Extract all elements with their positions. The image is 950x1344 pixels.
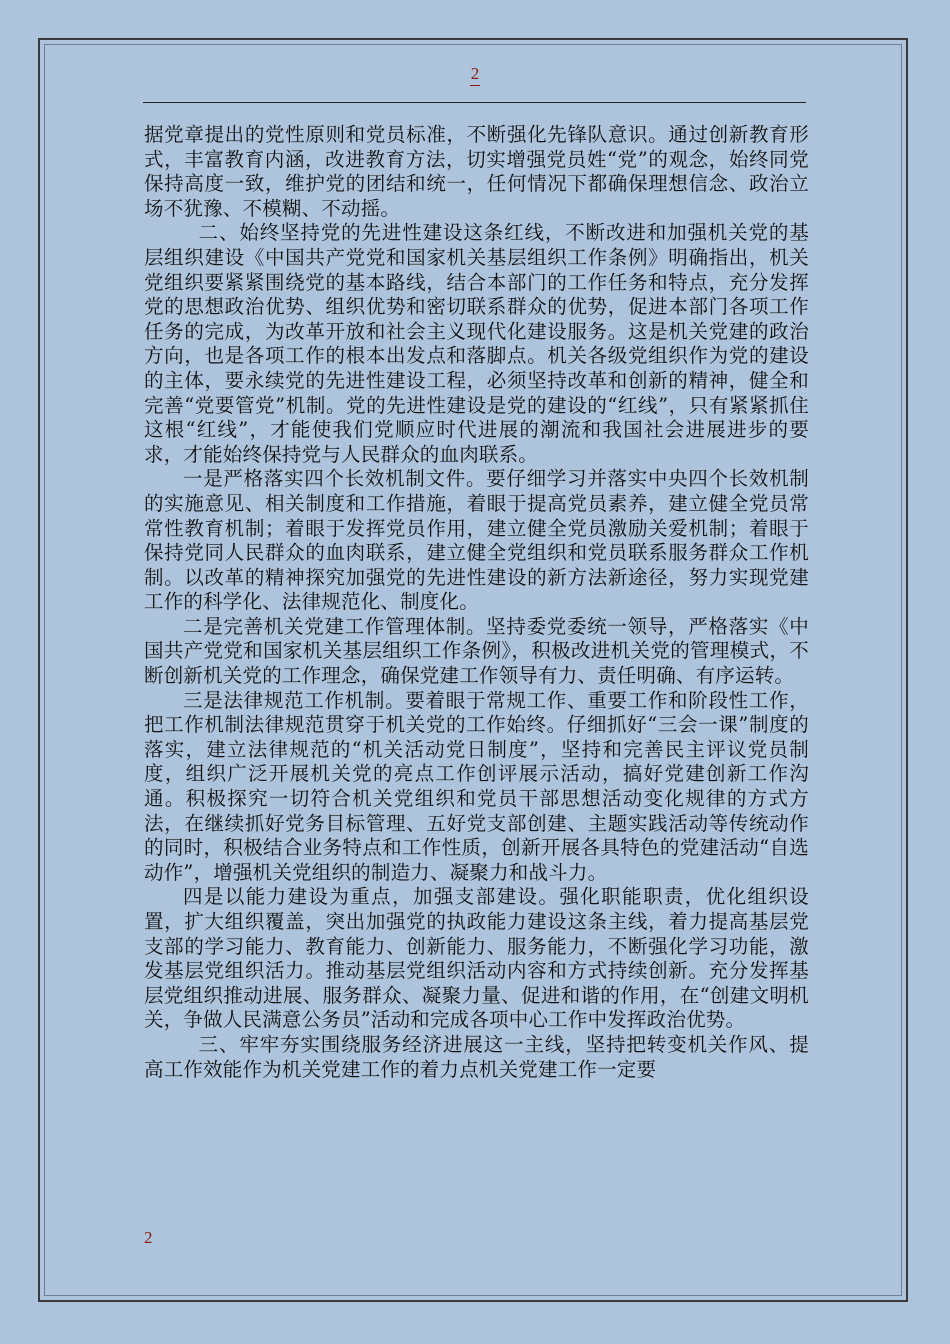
header-page-number-text: 2 xyxy=(470,64,481,86)
paragraph-2-section-two: 二、始终坚持党的先进性建设这条红线，不断改进和加强机关党的基层组织建设《中国共产党党和国家机关基层组织工作条例》明确指出，机关党组织要紧紧围绕党的基本路线，结合本部门的工作任务和特点，充分发挥党的思想政治优势、组织优势和密切联系群众的优势，促进本部门各项工作任务的完成，为改革开放和社会主义现代化建设服务。这是机关党建的政治方向，也是各项工作的根本出发点和落脚点。机关各级党组织作为党的建设的主体，要永续党的先进性建设工程，必须坚持改革和创新的精神，健全和完善“党要管党”机制。党的先进性建设是党的建设的“红线”，只有紧紧抓住这根“红线”，才能使我们党顺应时代进展的潮流和我国社会进展进步的要求，才能始终保持党与人民群众的血肉联系。 xyxy=(144,221,809,466)
paragraph-3-item-one: 一是严格落实四个长效机制文件。要仔细学习并落实中央四个长效机制的实施意见、相关制度和工作措施，着眼于提高党员素养，建立健全党员常常性教育机制；着眼于发挥党员作用，建立健全党员激励关爱机制；着眼于保持党同人民群众的血肉联系，建立健全党组织和党员联系服务群众工作机制。以改革的精神探究加强党的先进性建设的新方法新途径，努力实现党建工作的科学化、法律规范化、制度化。 xyxy=(144,467,809,614)
document-body xyxy=(144,123,809,1082)
paragraph-7-section-three: 三、牢牢夯实围绕服务经济进展这一主线，坚持把转变机关作风、提高工作效能作为机关党建工作的着力点机关党建工作一定要 xyxy=(144,1032,809,1081)
header-page-number xyxy=(0,64,950,86)
paragraph-6-item-four: 四是以能力建设为重点，加强支部建设。强化职能职责，优化组织设置，扩大组织覆盖，突出加强党的执政能力建设这条主线，着力提高基层党支部的学习能力、教育能力、创新能力、服务能力，不断强化学习功能，激发基层党组织活力。推动基层党组织活动内容和方式持续创新。充分发挥基层党组织推动进展、服务群众、凝聚力量、促进和谐的作用，在“创建文明机关，争做人民满意公务员”活动和完成各项中心工作中发挥政治优势。 xyxy=(144,885,809,1032)
paragraph-4-item-two: 二是完善机关党建工作管理体制。坚持委党委统一领导，严格落实《中国共产党党和国家机关基层组织工作条例》，积极改进机关党的管理模式，不断创新机关党的工作理念，确保党建工作领导有力、责任明确、有序运转。 xyxy=(144,614,809,688)
paragraph-1: 据党章提出的党性原则和党员标准，不断强化先锋队意识。通过创新教育形式，丰富教育内涵，改进教育方法，切实增强党员姓“党”的观念，始终同党保持高度一致，维护党的团结和统一，任何情况下都确保理想信念、政治立场不犹豫、不模糊、不动摇。 xyxy=(144,123,809,220)
paragraph-5-item-three: 三是法律规范工作机制。要着眼于常规工作、重要工作和阶段性工作，把工作机制法律规范贯穿于机关党的工作始终。仔细抓好“三会一课”制度的落实，建立法律规范的“机关活动党日制度”，坚持和完善民主评议党员制度，组织广泛开展机关党的亮点工作创评展示活动，搞好党建创新工作沟通。积极探究一切符合机关党组织和党员干部思想活动变化规律的方式方法，在继续抓好党务目标管理、五好党支部创建、主题实践活动等传统动作的同时，积极结合业务特点和工作性质，创新开展各具特色的党建活动“自选动作”，增强机关党组织的制造力、凝聚力和战斗力。 xyxy=(144,688,809,884)
footer-page-number: 2 xyxy=(144,1228,153,1247)
header-divider xyxy=(143,102,806,103)
